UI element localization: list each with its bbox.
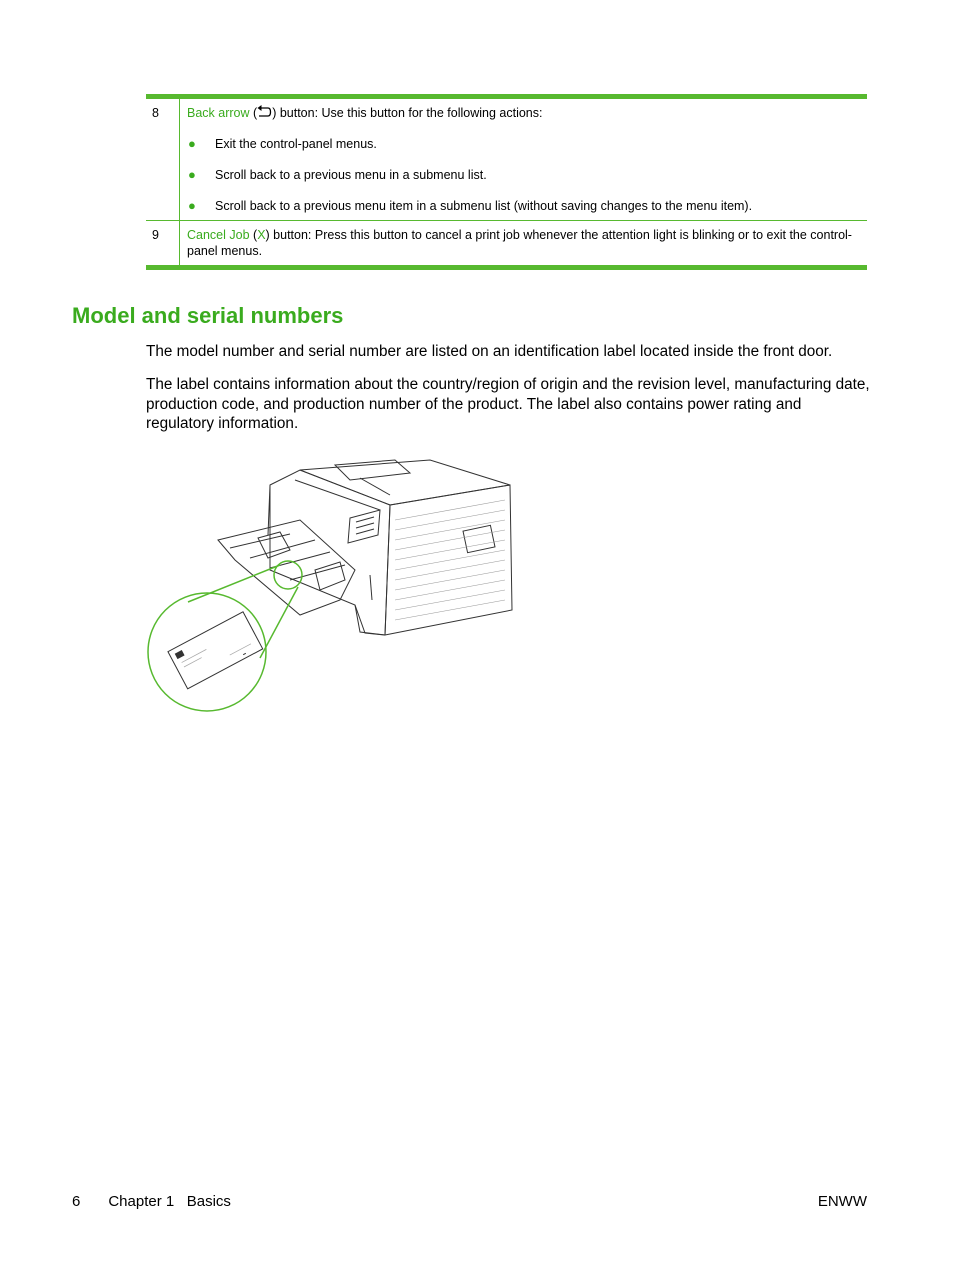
back-arrow-link[interactable]: Back arrow <box>187 106 250 120</box>
row-description <box>180 99 867 220</box>
printer-illustration <box>140 440 530 725</box>
back-arrow-icon <box>257 105 272 118</box>
row-description: Cancel Job (X) button: Press this button to cancel a print job whenever the attention light is blinking or to exit the control-panel menus. <box>187 228 852 258</box>
control-panel <box>348 510 380 543</box>
bullet-icon: ● <box>188 198 196 213</box>
identification-label <box>168 612 263 689</box>
footer-right: ENWW <box>817 1193 867 1210</box>
list-item <box>187 136 861 152</box>
list-item-text: Exit the control-panel menus. <box>215 137 377 151</box>
list-item-text: Scroll back to a previous menu in a submenu list. <box>215 168 487 182</box>
action-list <box>187 136 861 214</box>
open-paren: ( <box>253 106 258 120</box>
chapter-label: Chapter 1 Basics <box>108 1193 231 1210</box>
paragraph: The model number and serial number are listed on an identification label located inside the front door. <box>146 343 833 360</box>
row-text: ) button: Press this button to cancel a print job whenever the attention light is blinking or to exit the control-panel menus. <box>187 228 852 258</box>
list-item <box>187 198 861 214</box>
bullet-icon: ● <box>188 136 196 151</box>
cancel-key: X <box>257 228 266 242</box>
footer-left <box>72 1193 231 1210</box>
paragraph: The label contains information about the country/region of origin and the revision level, manufacturing date, production code, and production number of the product. The label also contains power rating and regulatory information. <box>146 376 870 433</box>
bullet-icon: ● <box>188 167 196 182</box>
cancel-job-link[interactable]: Cancel Job <box>187 228 250 242</box>
table-row <box>146 220 867 265</box>
row-number: 8 <box>146 99 180 220</box>
row-intro <box>187 105 861 121</box>
row-intro-text: ) button: Use this button for the following actions: <box>272 106 543 120</box>
row-number: 9 <box>146 221 180 265</box>
buttons-table <box>146 94 867 270</box>
page-number: 6 <box>72 1193 81 1210</box>
table-row <box>146 99 867 220</box>
list-item-text: Scroll back to a previous menu item in a submenu list (without saving changes to the menu item). <box>215 199 753 213</box>
list-item <box>187 167 861 183</box>
section-title: Model and serial numbers <box>72 303 344 328</box>
